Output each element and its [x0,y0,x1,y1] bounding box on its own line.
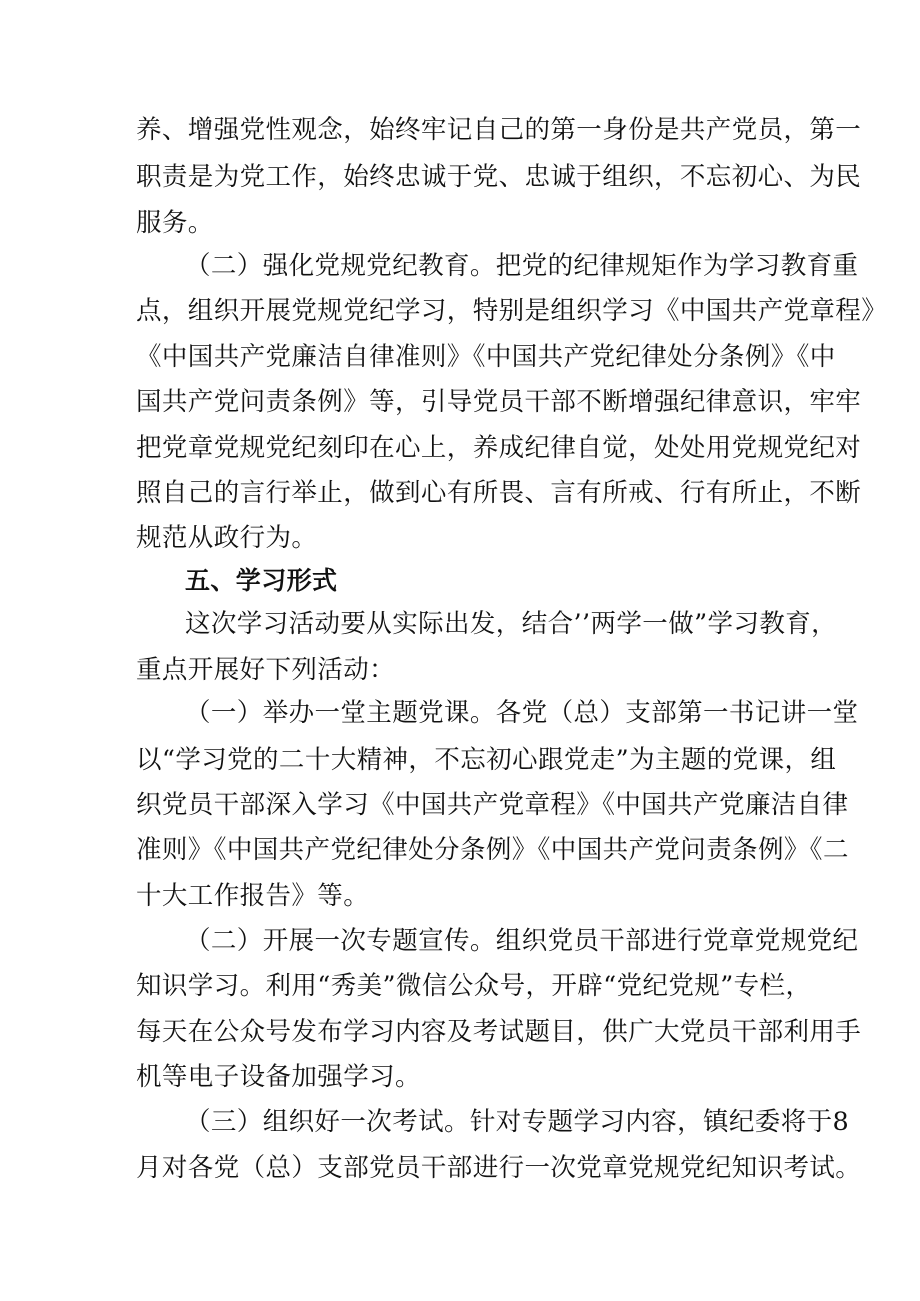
paragraph-start-line: 这次学习活动要从实际出发，结合’’两学一做”学习教育， [185,609,838,639]
text-line: 准则》《中国共产党纪律处分条例》《中国共产党问责条例》《二 [136,835,849,865]
text-line: 知识学习。利用“秀美”微信公众号，开辟“党纪党规”专栏， [136,971,812,1001]
text-line: 职责是为党工作，始终忠诚于党、忠诚于组织，不忘初心、为民 [136,162,862,192]
text-line: 每天在公众号发布学习内容及考试题目，供广大党员干部利用手 [136,1017,862,1047]
text-line: 月对各党（总）支部党员干部进行一次党章党规党纪知识考试。 [136,1153,862,1183]
text-line: 织党员干部深入学习《中国共产党章程》《中国共产党廉洁自律 [136,790,849,820]
section-heading: 五、学习形式 [185,566,338,595]
text-line: 重点开展好下列活动： [136,655,396,685]
paragraph-start-line: （一）举办一堂主题党课。各党（总）支部第一书记讲一堂 [185,698,859,728]
text-line: 养、增强党性观念，始终牢记自己的第一身份是共产党员，第一 [136,115,862,145]
text-line: 十大工作报告》等。 [136,881,370,911]
text-line: 《中国共产党廉洁自律准则》《中国共产党纪律处分条例》《中 [136,342,836,372]
text-line: 机等电子设备加强学习。 [136,1062,421,1092]
text-line: 服务。 [136,208,214,238]
text-line: 规范从政行为。 [136,523,318,553]
text-line: 把党章党规党纪刻印在心上，养成纪律自觉，处处用党规党纪对 [136,433,862,463]
text-line: 照自己的言行举止，做到心有所畏、言有所戒、行有所止，不断 [136,478,862,508]
paragraph-start-line: （三）组织好一次考试。针对专题学习内容，镇纪委将于8 [185,1107,850,1137]
text-line: 国共产党问责条例》等，引导党员干部不断增强纪律意识，牢牢 [136,387,862,417]
text-line: 点，组织开展党规党纪学习，特别是组织学习《中国共产党章程》 [136,296,888,326]
text-line: 以“学习党的二十大精神，不忘初心跟党走”为主题的党课，组 [136,745,837,775]
paragraph-start-line: （二）开展一次专题宣传。组织党员干部进行党章党规党纪 [185,926,859,956]
paragraph-start-line: （二）强化党规党纪教育。把党的纪律规矩作为学习教育重 [185,251,859,281]
